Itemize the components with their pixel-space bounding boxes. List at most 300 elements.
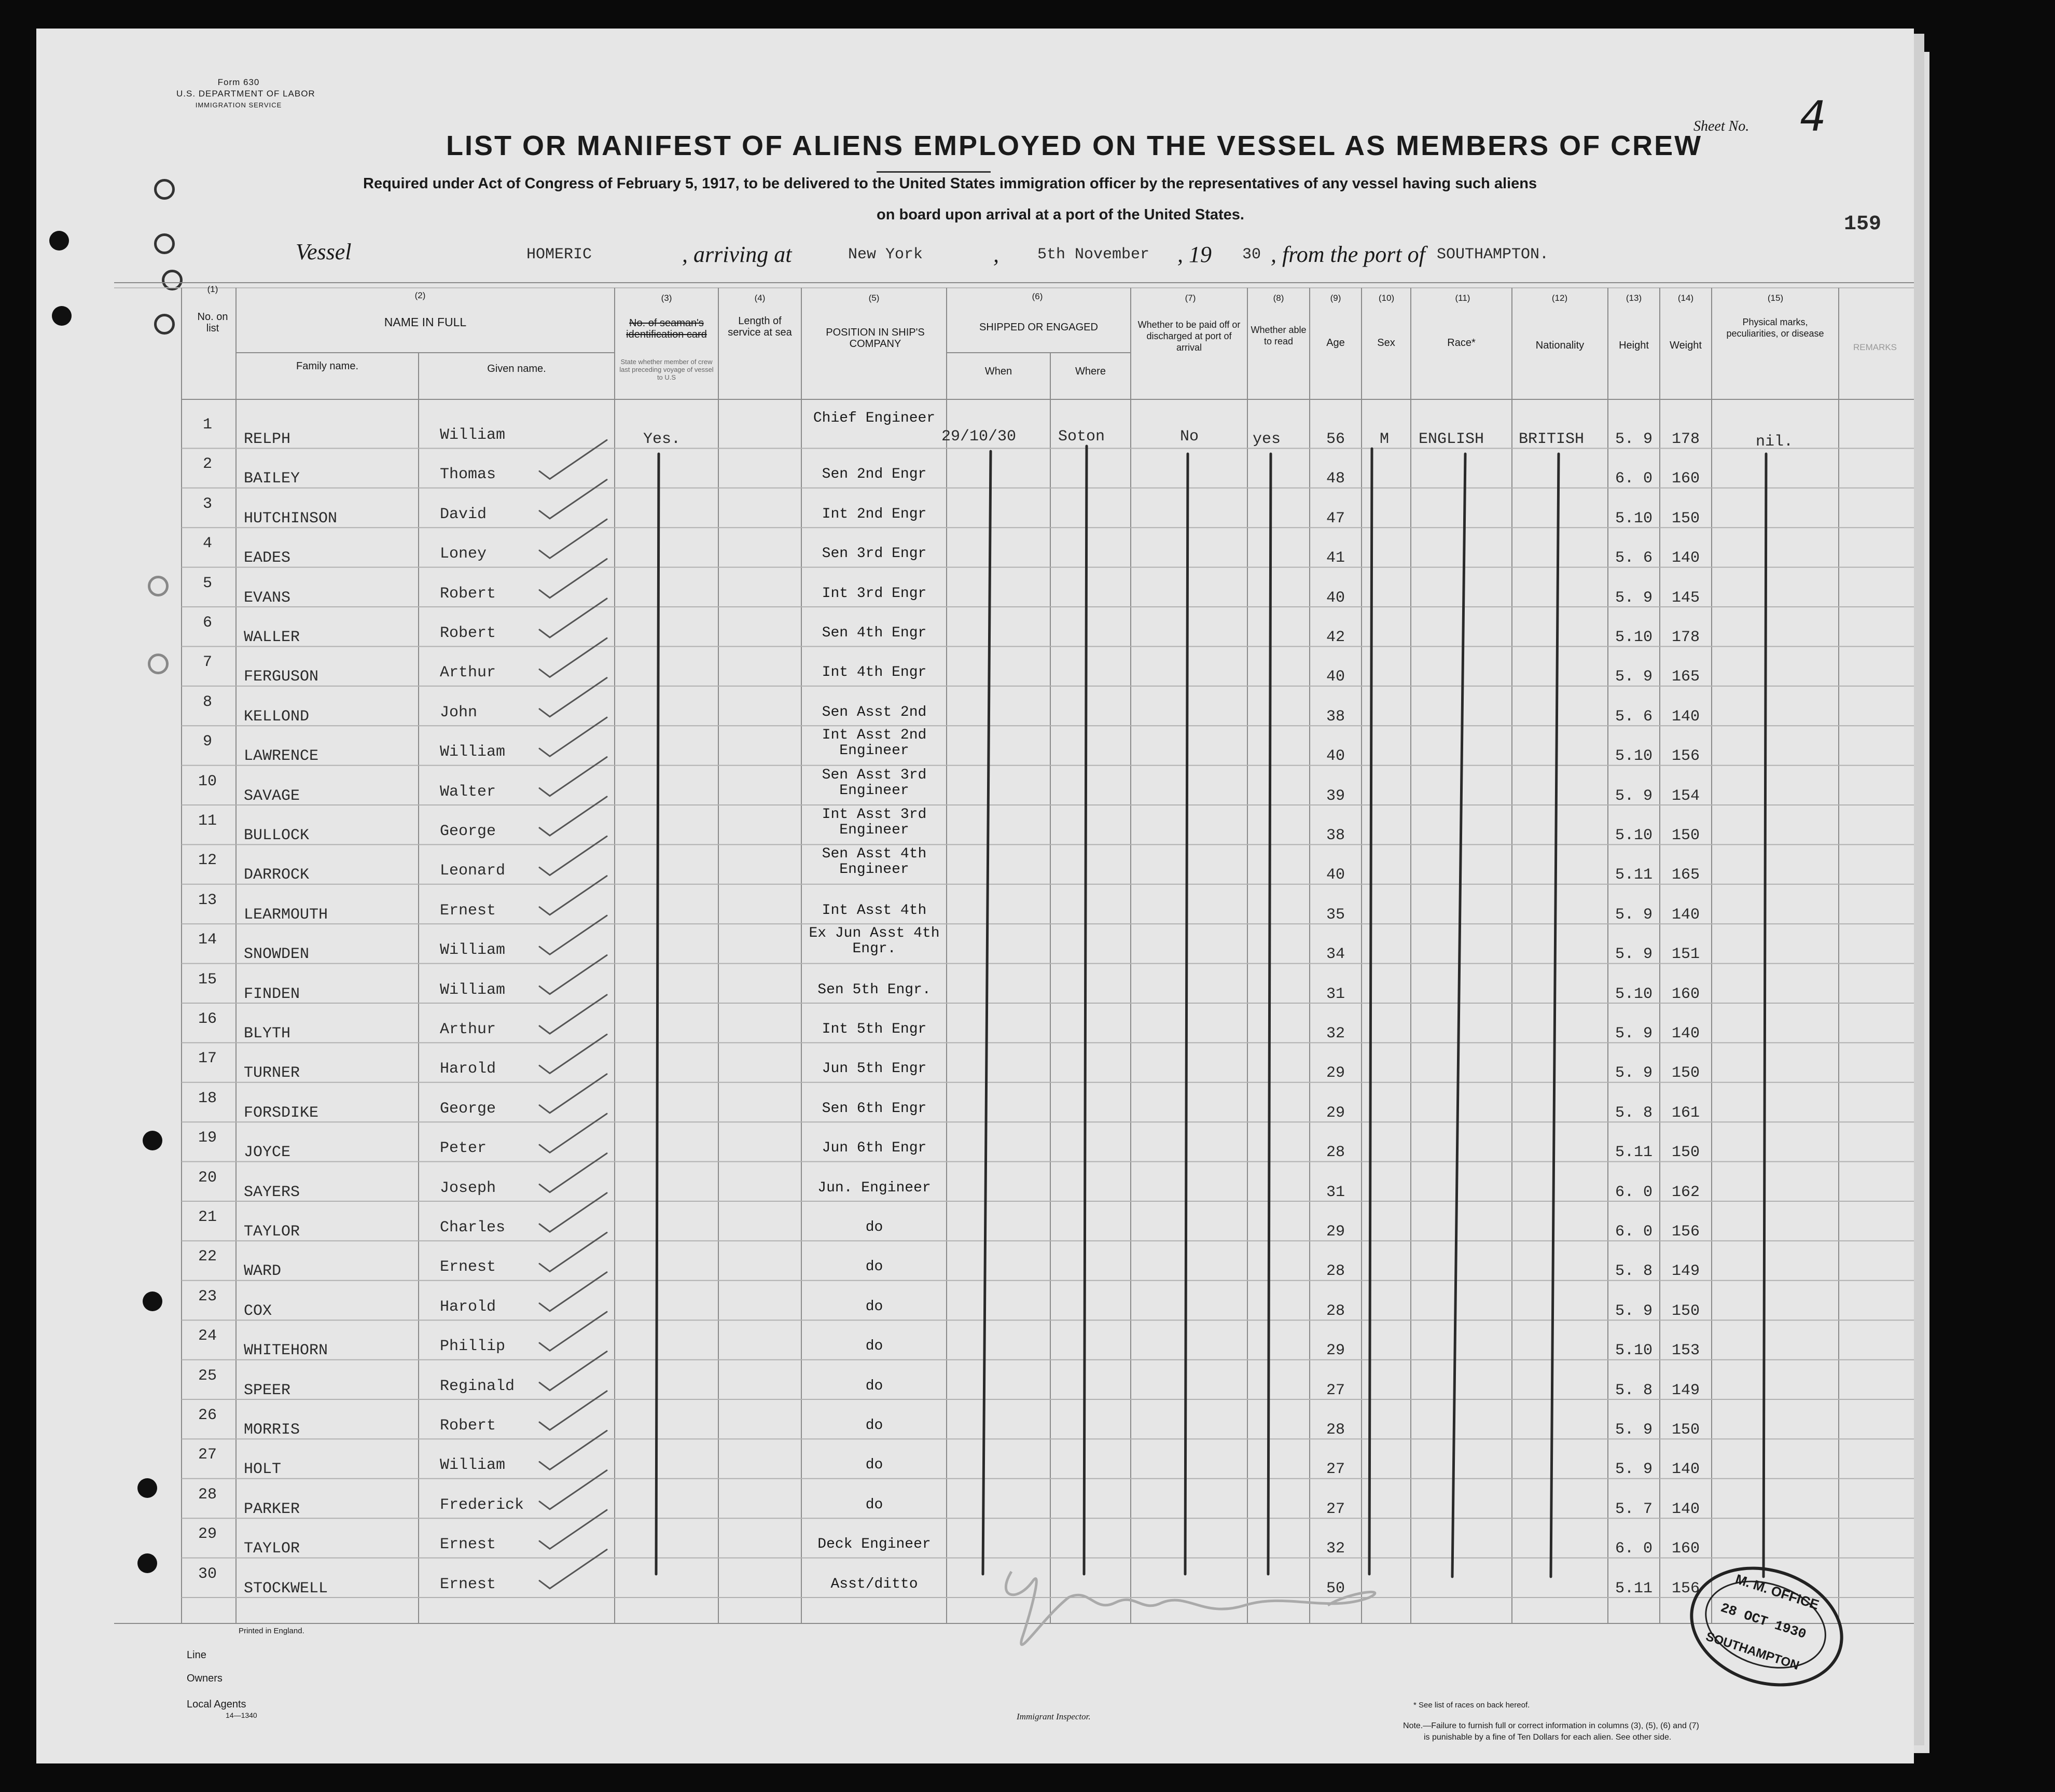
row-number: 22 (198, 1248, 217, 1266)
given-name: Phillip (440, 1338, 506, 1356)
family-name: TURNER (244, 1064, 300, 1082)
position-in-company: Sen 3rd Engr (822, 546, 927, 562)
family-name: DARROCK (244, 866, 310, 884)
height-value: 5. 9 (1615, 668, 1653, 686)
row-number: 9 (202, 733, 212, 751)
row-number: 21 (198, 1208, 217, 1226)
family-name: COX (244, 1302, 272, 1320)
weight-value: 140 (1671, 906, 1700, 924)
col11-header: Race* (1447, 337, 1476, 349)
row-number: 20 (198, 1169, 217, 1187)
given-name: George (440, 1100, 496, 1118)
year-prefix: , 19 (1177, 242, 1212, 267)
col6-where-header: Where (1075, 366, 1106, 377)
position-in-company: Int Asst 4th (822, 902, 927, 919)
given-name: Ernest (440, 901, 496, 920)
height-value: 5.10 (1615, 827, 1653, 844)
height-value: 5. 9 (1615, 946, 1653, 964)
weight-value: 145 (1671, 589, 1700, 607)
height-value: 5.10 (1615, 509, 1653, 527)
position-in-company: do (865, 1298, 883, 1315)
weight-value: 150 (1671, 1064, 1700, 1082)
col2-number: (2) (414, 290, 426, 300)
separator-comma: , (993, 242, 999, 267)
given-name: Arthur (440, 664, 496, 682)
row1-shipped-where: Soton (1058, 428, 1105, 446)
position-in-company: Sen Asst 3rd Engineer (822, 767, 927, 799)
age-value: 38 (1326, 707, 1345, 726)
height-value: 5. 7 (1615, 1500, 1653, 1518)
row-number: 5 (202, 574, 212, 592)
age-value: 28 (1326, 1302, 1345, 1320)
departure-port: SOUTHAMPTON. (1437, 246, 1549, 263)
col2-given-header: Given name. (487, 363, 546, 374)
row-number: 13 (198, 891, 217, 909)
weight-value: 150 (1671, 1302, 1700, 1320)
check-mark-icon (539, 876, 607, 915)
height-value: 5. 9 (1615, 1064, 1653, 1082)
age-value: 29 (1326, 1064, 1345, 1082)
weight-value: 154 (1671, 787, 1700, 805)
check-mark-icon (539, 440, 607, 479)
col8-number: (8) (1273, 293, 1284, 303)
family-name: MORRIS (244, 1421, 300, 1439)
family-name: EADES (244, 549, 291, 567)
inspector-label: Immigrant Inspector. (1017, 1712, 1091, 1721)
position-in-company: Sen 5th Engr. (817, 981, 931, 998)
row-number: 24 (198, 1327, 217, 1345)
col9-number: (9) (1330, 293, 1341, 303)
age-value: 40 (1326, 589, 1345, 607)
weight-value: 140 (1671, 549, 1700, 567)
weight-value: 156 (1671, 747, 1700, 766)
row-number: 16 (198, 1010, 217, 1028)
given-name: William (440, 981, 506, 999)
row1-sex: M (1380, 430, 1390, 448)
row1-able-to-read: yes (1253, 430, 1281, 448)
col4-header: Length of service at sea (728, 315, 792, 338)
weight-value: 150 (1671, 1421, 1700, 1439)
position-in-company: Int 5th Engr (822, 1021, 927, 1037)
family-name: EVANS (244, 589, 291, 607)
fine-note-line2: is punishable by a fine of Ten Dollars for each alien. See other side. (1424, 1733, 1672, 1742)
row-number: 25 (198, 1367, 217, 1385)
family-name: PARKER (244, 1500, 300, 1518)
height-value: 5.10 (1615, 629, 1653, 646)
age-value: 40 (1326, 866, 1345, 884)
weight-value: 150 (1671, 1144, 1700, 1162)
family-name: FORSDIKE (244, 1104, 319, 1122)
check-mark-icon (539, 1391, 607, 1430)
col2-header: NAME IN FULL (384, 315, 467, 329)
check-mark-icon (539, 480, 607, 519)
given-name: David (440, 505, 487, 523)
row-number: 29 (198, 1525, 217, 1544)
weight-value: 150 (1671, 827, 1700, 844)
weight-value: 153 (1671, 1342, 1700, 1360)
printed-note: Printed in England. (239, 1627, 304, 1635)
check-mark-icon (539, 559, 607, 598)
col1-header: No. on list (197, 311, 228, 334)
remarks-header: REMARKS (1853, 342, 1897, 352)
family-name: LAWRENCE (244, 747, 319, 766)
col1-number: (1) (207, 284, 218, 294)
row-number: 11 (198, 812, 217, 830)
age-value: 27 (1326, 1461, 1345, 1479)
position-in-company: Sen Asst 2nd (822, 704, 927, 720)
col11-number: (11) (1455, 293, 1470, 303)
position-in-company: Jun 6th Engr (822, 1140, 927, 1157)
family-name: BAILEY (244, 470, 300, 488)
col6-when-header: When (984, 366, 1012, 377)
check-mark-icon (539, 1470, 607, 1509)
row1-race: ENGLISH (1419, 430, 1484, 448)
check-mark-icon (539, 1312, 607, 1351)
height-value: 5. 9 (1615, 906, 1653, 924)
check-mark-icon (539, 1352, 607, 1391)
height-value: 5. 6 (1615, 549, 1653, 567)
position-in-company: Ex Jun Asst 4th Engr. (809, 925, 940, 957)
family-name: TAYLOR (244, 1223, 300, 1241)
height-value: 5.11 (1615, 1579, 1653, 1597)
col6-header: SHIPPED OR ENGAGED (979, 322, 1098, 333)
age-value: 39 (1326, 787, 1345, 805)
check-mark-icon (539, 1510, 607, 1549)
row-number: 8 (202, 693, 212, 711)
col14-header: Weight (1670, 340, 1702, 351)
given-name: Charles (440, 1219, 506, 1237)
sheet-label: Sheet No. (1693, 118, 1749, 134)
age-value: 34 (1326, 946, 1345, 964)
given-name: Leonard (440, 862, 506, 880)
age-value: 32 (1326, 1540, 1345, 1558)
family-name: WALLER (244, 629, 300, 646)
height-value: 5. 9 (1615, 1461, 1653, 1479)
weight-value: 162 (1671, 1183, 1700, 1201)
vessel-name: HOMERIC (526, 246, 592, 263)
department-name: U.S. DEPARTMENT OF LABOR (176, 89, 315, 99)
family-name: BLYTH (244, 1025, 291, 1043)
arrival-date: 5th November (1037, 246, 1150, 263)
check-mark-icon (539, 1430, 607, 1469)
given-name: Robert (440, 1417, 496, 1435)
family-name: TAYLOR (244, 1540, 300, 1558)
stamp-line-3: SOUTHAMPTON (1704, 1629, 1801, 1673)
check-mark-icon (539, 1034, 607, 1073)
height-value: 5. 8 (1615, 1262, 1653, 1281)
given-name: Peter (440, 1140, 487, 1158)
height-value: 5. 9 (1615, 1302, 1653, 1320)
col3-header: No. of seaman's identification card (626, 317, 707, 340)
check-mark-icon (539, 1074, 607, 1113)
position-in-company: Int 3rd Engr (822, 585, 927, 602)
weight-value: 160 (1671, 985, 1700, 1003)
given-name: Harold (440, 1298, 496, 1316)
from-port-label: , from the port of (1271, 242, 1425, 267)
check-mark-icon (539, 1193, 607, 1232)
col8-header: Whether able to read (1251, 325, 1307, 346)
row-number: 1 (202, 416, 212, 434)
height-value: 5.10 (1615, 747, 1653, 766)
height-value: 5. 9 (1615, 1421, 1653, 1439)
col7-number: (7) (1185, 293, 1196, 303)
check-mark-icon (539, 797, 607, 836)
row1-id-card: Yes. (643, 430, 681, 448)
weight-value: 140 (1671, 1461, 1700, 1479)
weight-value: 178 (1671, 430, 1700, 448)
row-number: 3 (202, 495, 212, 513)
row1-physical-marks: nil. (1756, 433, 1794, 451)
family-name: WARD (244, 1262, 282, 1281)
col9-header: Age (1326, 337, 1345, 349)
footer-agents-label: Local Agents (187, 1699, 246, 1710)
given-name: Frederick (440, 1496, 524, 1514)
given-name: Ernest (440, 1258, 496, 1276)
check-mark-icon (539, 836, 607, 875)
given-name: Ernest (440, 1536, 496, 1554)
row-number: 26 (198, 1407, 217, 1424)
position-in-company: Int 4th Engr (822, 664, 927, 681)
check-mark-icon (539, 915, 607, 954)
age-value: 28 (1326, 1421, 1345, 1439)
check-mark-icon (539, 638, 607, 677)
given-name: Robert (440, 585, 496, 603)
service-name: IMMIGRATION SERVICE (195, 101, 282, 109)
weight-value: 140 (1671, 707, 1700, 726)
position-in-company: Sen Asst 4th Engineer (822, 846, 927, 878)
row-number: 19 (198, 1129, 217, 1147)
check-mark-icon (539, 955, 607, 994)
col10-number: (10) (1378, 293, 1395, 303)
check-mark-icon (539, 1154, 607, 1192)
height-value: 6. 0 (1615, 470, 1653, 488)
stamp-date: 28 OCT 1930 (1718, 1600, 1808, 1643)
family-name: HOLT (244, 1461, 282, 1479)
family-name: SAYERS (244, 1183, 300, 1201)
age-value: 47 (1326, 509, 1345, 527)
row-number: 14 (198, 931, 217, 949)
col15-number: (15) (1767, 293, 1784, 303)
age-value: 29 (1326, 1104, 1345, 1122)
height-value: 5.10 (1615, 985, 1653, 1003)
height-value: 5. 9 (1615, 589, 1653, 607)
age-value: 27 (1326, 1500, 1345, 1518)
given-name: Harold (440, 1060, 496, 1078)
family-name: RELPH (244, 430, 291, 448)
given-name: Walter (440, 783, 496, 801)
row-number: 30 (198, 1565, 217, 1583)
position-in-company: Asst/ditto (830, 1576, 918, 1592)
weight-value: 156 (1671, 1579, 1700, 1597)
col3-number: (3) (661, 293, 672, 303)
col5-header: POSITION IN SHIP'S COMPANY (826, 327, 925, 350)
check-mark-icon (539, 599, 607, 637)
position-in-company: Deck Engineer (817, 1536, 931, 1553)
height-value: 6. 0 (1615, 1183, 1653, 1201)
position-in-company: Int 2nd Engr (822, 506, 927, 522)
col6-number: (6) (1032, 291, 1043, 301)
family-name: HUTCHINSON (244, 509, 338, 527)
given-name: Reginald (440, 1377, 515, 1395)
year-suffix: 30 (1242, 246, 1261, 263)
age-value: 48 (1326, 470, 1345, 488)
given-name: Arthur (440, 1021, 496, 1038)
check-mark-icon (539, 519, 607, 558)
weight-value: 140 (1671, 1025, 1700, 1043)
age-value: 31 (1326, 1183, 1345, 1201)
family-name: WHITEHORN (244, 1342, 328, 1360)
check-mark-icon (539, 678, 607, 717)
height-value: 5.11 (1615, 866, 1653, 884)
weight-value: 160 (1671, 1540, 1700, 1558)
row-number: 15 (198, 970, 217, 989)
age-value: 27 (1326, 1381, 1345, 1399)
col15-header: Physical marks, peculiarities, or disease (1726, 317, 1824, 339)
given-name: William (440, 743, 506, 761)
family-name: STOCKWELL (244, 1579, 328, 1597)
given-name: Loney (440, 545, 487, 563)
height-value: 5. 8 (1615, 1381, 1653, 1399)
check-mark-icon (539, 757, 607, 796)
given-name: John (440, 703, 478, 721)
family-name: SPEER (244, 1381, 291, 1399)
given-name: Robert (440, 624, 496, 642)
given-name: Ernest (440, 1575, 496, 1593)
age-value: 32 (1326, 1025, 1345, 1043)
given-name: William (440, 426, 506, 444)
col14-number: (14) (1677, 293, 1694, 303)
given-name: George (440, 823, 496, 840)
position-in-company: Sen 4th Engr (822, 625, 927, 641)
height-value: 5.10 (1615, 1342, 1653, 1360)
row-number: 4 (202, 535, 212, 553)
check-mark-icon (539, 995, 607, 1034)
row-number: 10 (198, 772, 217, 790)
age-value: 50 (1326, 1579, 1345, 1597)
position-in-company: do (865, 1457, 883, 1474)
subtitle-line-2: on board upon arrival at a port of the United States. (877, 206, 1244, 223)
row-number: 12 (198, 852, 217, 870)
row1-paid-off: No (1180, 428, 1199, 446)
age-value: 35 (1326, 906, 1345, 924)
weight-value: 149 (1671, 1381, 1700, 1399)
age-value: 56 (1326, 430, 1345, 448)
weight-value: 149 (1671, 1262, 1700, 1281)
races-note: * See list of races on back hereof. (1413, 1701, 1530, 1710)
row-number: 27 (198, 1446, 217, 1464)
weight-value: 165 (1671, 668, 1700, 686)
given-name: William (440, 1456, 506, 1475)
row-number: 28 (198, 1485, 217, 1504)
height-value: 5. 9 (1615, 430, 1653, 448)
age-value: 38 (1326, 827, 1345, 844)
position-in-company: Sen 6th Engr (822, 1100, 927, 1117)
col13-number: (13) (1626, 293, 1642, 303)
height-value: 5. 9 (1615, 1025, 1653, 1043)
check-mark-icon (539, 717, 607, 756)
weight-value: 178 (1671, 629, 1700, 646)
age-value: 29 (1326, 1342, 1345, 1360)
row1-nationality: BRITISH (1519, 430, 1585, 448)
weight-value: 140 (1671, 1500, 1700, 1518)
age-value: 40 (1326, 747, 1345, 766)
position-in-company: do (865, 1338, 883, 1355)
weight-value: 151 (1671, 946, 1700, 964)
position-in-company: Jun 5th Engr (822, 1061, 927, 1077)
row-number: 18 (198, 1089, 217, 1107)
fine-note-line1: Note.—Failure to furnish full or correct information in columns (3), (5), (6) and (7) (1403, 1721, 1699, 1730)
family-name: SAVAGE (244, 787, 300, 805)
given-name: Joseph (440, 1179, 496, 1197)
family-name: FERGUSON (244, 668, 319, 686)
col12-header: Nationality (1535, 340, 1585, 351)
arriving-label: , arriving at (682, 242, 792, 267)
height-value: 6. 0 (1615, 1223, 1653, 1241)
age-value: 28 (1326, 1262, 1345, 1281)
position-in-company: do (865, 1259, 883, 1275)
family-name: JOYCE (244, 1144, 291, 1162)
weight-value: 150 (1671, 509, 1700, 527)
height-value: 6. 0 (1615, 1540, 1653, 1558)
col3-note: State whether member of crew last preceding voyage of vessel to U.S (619, 358, 714, 381)
row1-shipped-when: 29/10/30 (941, 428, 1017, 446)
row-number: 6 (202, 614, 212, 632)
footer-line-label: Line (187, 1649, 206, 1661)
stamp-line-1: M. M. OFFICE (1733, 1571, 1821, 1613)
col4-number: (4) (754, 293, 766, 303)
position-in-company: Chief Engineer (813, 410, 936, 426)
position-in-company: Int Asst 2nd Engineer (822, 727, 927, 759)
vessel-label: Vessel (296, 239, 352, 265)
col7-header: Whether to be paid off or discharged at port of arrival (1137, 319, 1241, 353)
page-title: LIST OR MANIFEST OF ALIENS EMPLOYED ON THE VESSEL AS MEMBERS OF CREW (446, 130, 1703, 161)
height-value: 5. 9 (1615, 787, 1653, 805)
position-in-company: do (865, 1219, 883, 1235)
family-name: KELLOND (244, 707, 310, 726)
sheet-number: 4 (1800, 92, 1826, 141)
check-mark-icon (539, 1114, 607, 1152)
col12-number: (12) (1551, 293, 1568, 303)
check-mark-icon (539, 1550, 607, 1589)
row-number: 2 (202, 455, 212, 474)
age-value: 41 (1326, 549, 1345, 567)
subtitle-line-1: Required under Act of Congress of February 5, 1917, to be delivered to the United States immigration officer by the representatives of any vessel having such aliens (363, 175, 1537, 192)
age-value: 28 (1326, 1144, 1345, 1162)
height-value: 5. 6 (1615, 707, 1653, 726)
row-number: 23 (198, 1287, 217, 1305)
age-value: 29 (1326, 1223, 1345, 1241)
weight-value: 160 (1671, 470, 1700, 488)
row-number: 17 (198, 1050, 217, 1068)
row-number: 7 (202, 654, 212, 672)
position-in-company: do (865, 1418, 883, 1434)
height-value: 5.11 (1615, 1144, 1653, 1162)
position-in-company: Sen 2nd Engr (822, 466, 927, 483)
position-in-company: Jun. Engineer (817, 1179, 931, 1196)
position-in-company: Int Asst 3rd Engineer (822, 807, 927, 838)
position-in-company: do (865, 1378, 883, 1394)
given-name: Thomas (440, 466, 496, 484)
family-name: BULLOCK (244, 827, 310, 844)
given-name: William (440, 941, 506, 960)
position-in-company: do (865, 1496, 883, 1513)
col5-number: (5) (868, 293, 880, 303)
family-name: FINDEN (244, 985, 300, 1003)
form-number: Form 630 (217, 77, 260, 87)
col2-family-header: Family name. (296, 360, 359, 372)
col13-header: Height (1619, 340, 1649, 351)
footer-agents-code: 14—1340 (226, 1711, 257, 1719)
